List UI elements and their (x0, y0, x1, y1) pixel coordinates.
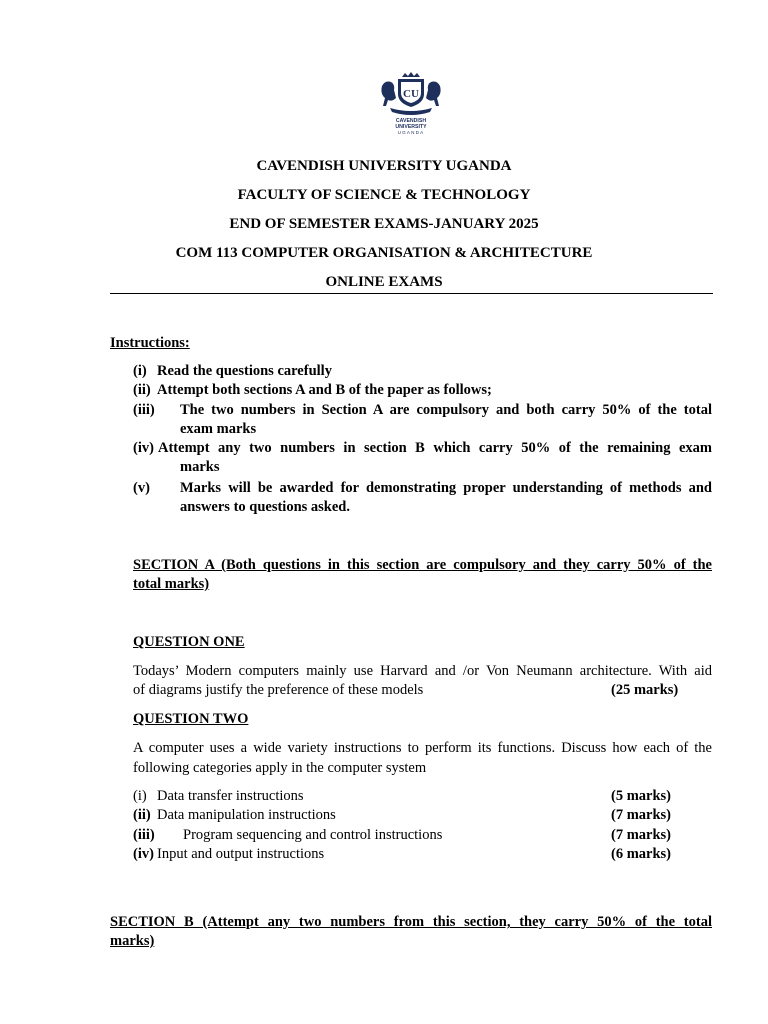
instruction-text-2: Attempt both sections A and B of the paper as follows; (157, 382, 492, 398)
section-b-heading-line2: marks) (110, 933, 155, 949)
instruction-text-3a: The two numbers in Section A are compulsory and both carry 50% of the total (180, 402, 712, 418)
section-a-heading-line1: SECTION A (Both questions in this section are compulsory and they carry 50% of the (133, 557, 712, 573)
exam-mode: ONLINE EXAMS (325, 274, 443, 290)
instruction-text-4b: marks (180, 459, 220, 475)
q2-item-marks-4: (6 marks) (611, 846, 672, 862)
header-divider (110, 293, 713, 294)
question-one-line1: Todays’ Modern computers mainly use Harvard and /or Von Neumann architecture. With aid (133, 663, 712, 679)
section-a-heading-line2: total marks) (133, 576, 210, 592)
q2-item-text-4: Input and output instructions (157, 846, 325, 862)
faculty-name: FACULTY OF SCIENCE & TECHNOLOGY (237, 187, 531, 203)
exam-period: END OF SEMESTER EXAMS-JANUARY 2025 (229, 216, 539, 232)
instruction-num-2: (ii) (133, 382, 151, 398)
question-two-heading: QUESTION TWO (133, 711, 249, 727)
question-two-line1: A computer uses a wide variety instructions to perform its functions. Discuss how each of the (133, 740, 712, 756)
instruction-text-5a: Marks will be awarded for demonstrating proper understanding of methods and (180, 480, 712, 496)
q2-item-marks-1: (5 marks) (611, 788, 672, 804)
question-one-line2: of diagrams justify the preference of these models (133, 682, 424, 698)
instruction-text-1: Read the questions carefully (157, 363, 332, 379)
q2-item-num-4: (iv) (133, 846, 154, 862)
q2-item-marks-3: (7 marks) (611, 827, 672, 843)
instruction-text-5b: answers to questions asked. (180, 499, 350, 515)
q2-item-text-2: Data manipulation instructions (157, 807, 336, 823)
q2-item-marks-2: (7 marks) (611, 807, 672, 823)
q2-item-num-3: (iii) (133, 827, 155, 843)
svg-text:CU: CU (403, 88, 419, 100)
university-logo (376, 72, 446, 138)
q2-item-text-3: Program sequencing and control instructions (183, 827, 443, 843)
question-one-heading: QUESTION ONE (133, 634, 245, 650)
q2-item-num-1: (i) (133, 788, 147, 804)
q2-item-text-1: Data transfer instructions (157, 788, 304, 804)
logo-text-1: CAVENDISH (395, 118, 427, 124)
instruction-num-3: (iii) (133, 402, 155, 418)
logo-text-2: UNIVERSITY (395, 124, 427, 130)
instruction-num-5: (v) (133, 480, 150, 496)
university-name: CAVENDISH UNIVERSITY UGANDA (256, 158, 512, 174)
question-two-line2: following categories apply in the computer system (133, 760, 427, 776)
instructions-heading: Instructions: (110, 335, 190, 351)
instruction-num-4: (iv) (133, 440, 154, 456)
course-title: COM 113 COMPUTER ORGANISATION & ARCHITECTURE (175, 245, 593, 261)
instruction-text-3b: exam marks (180, 421, 257, 437)
question-one-marks: (25 marks) (611, 682, 679, 698)
instruction-text-4a: Attempt any two numbers in section B which carry 50% of the remaining exam (158, 440, 712, 456)
instruction-num-1: (i) (133, 363, 147, 379)
q2-item-num-2: (ii) (133, 807, 151, 823)
logo-text-3: UGANDA (397, 130, 425, 135)
section-b-heading-line1: SECTION B (Attempt any two numbers from this section, they carry 50% of the total (110, 914, 712, 930)
